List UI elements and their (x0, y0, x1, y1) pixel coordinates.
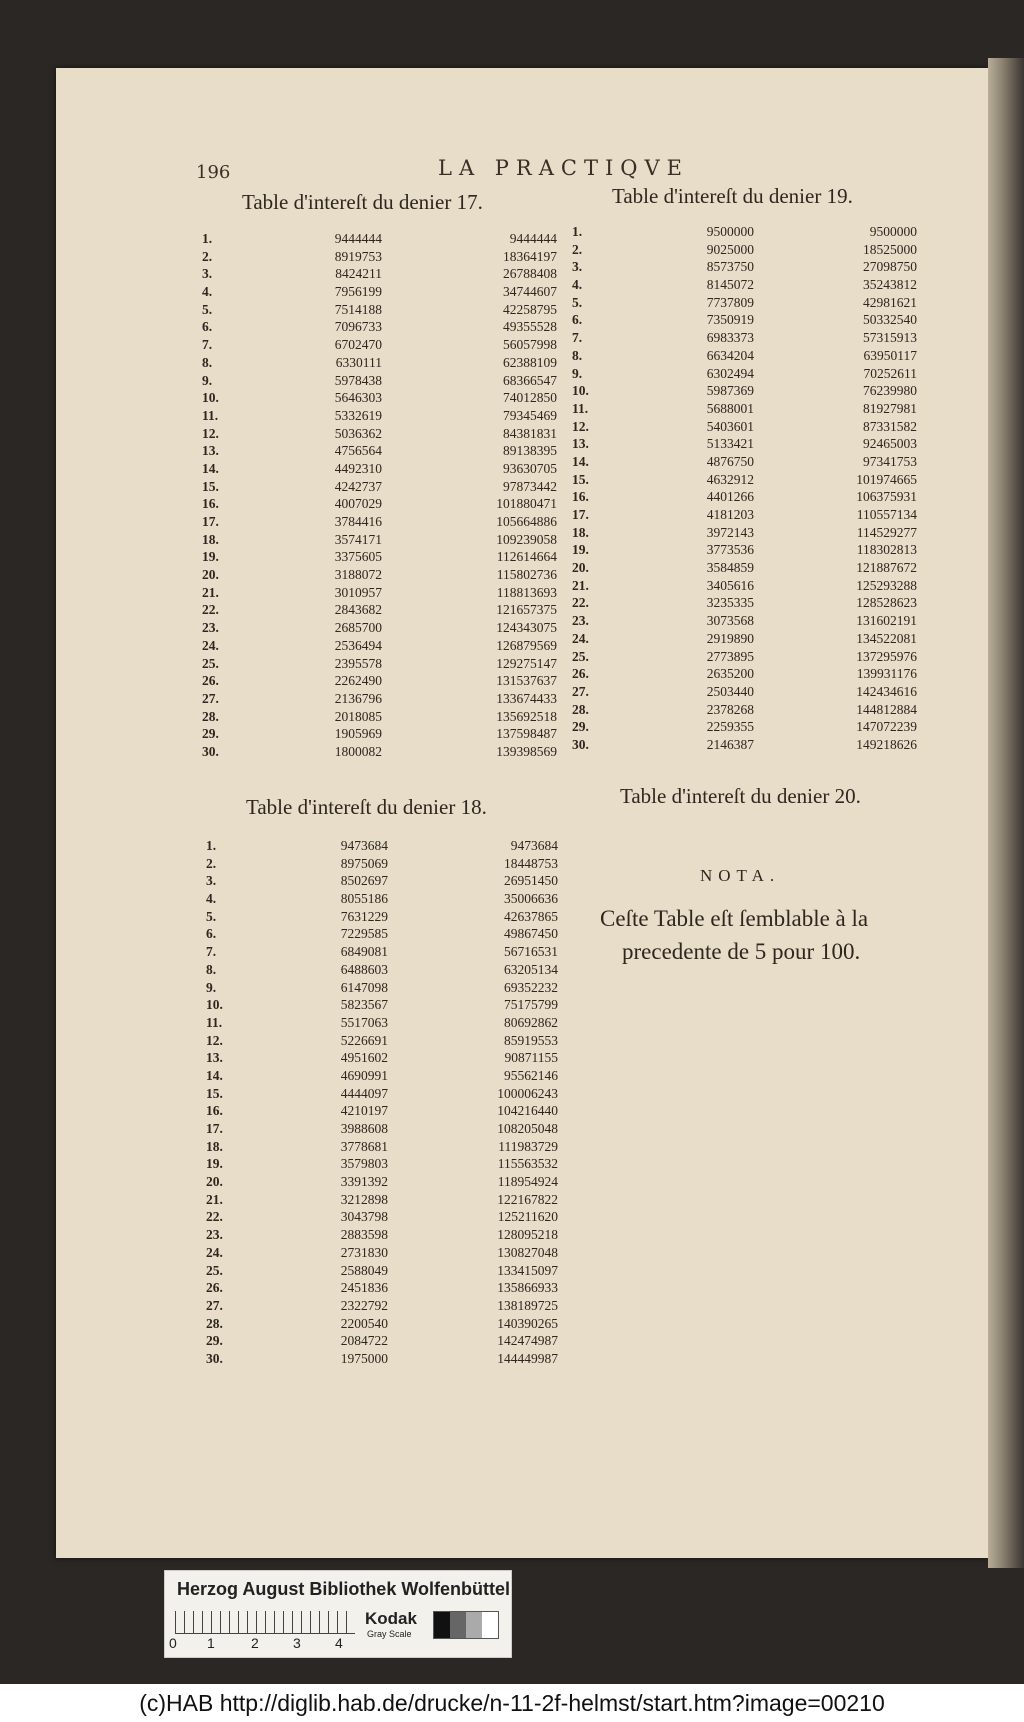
gray-swatches (433, 1611, 499, 1639)
annual-value: 5036362 (334, 425, 382, 441)
row-number: 15. (206, 1085, 223, 1101)
annual-value: 3778681 (340, 1138, 388, 1154)
row-number: 1. (202, 231, 213, 246)
annual-value: 1975000 (340, 1350, 388, 1366)
annual-value: 3988608 (340, 1121, 388, 1136)
cumulative-value: 18448753 (504, 855, 558, 871)
ruler-scale (169, 1635, 369, 1655)
annual-value: 2773895 (706, 648, 754, 664)
cumulative-value: 139398569 (496, 743, 557, 759)
cumulative-value: 135692518 (496, 708, 557, 724)
row-number: 8. (572, 347, 583, 363)
cumulative-value: 125293288 (856, 577, 917, 593)
cumulative-value: 118302813 (856, 542, 917, 558)
annual-value: 5332619 (334, 407, 382, 423)
annual-value: 2503440 (706, 683, 754, 699)
cumulative-value: 97873442 (503, 478, 557, 494)
annual-value: 2451836 (340, 1280, 388, 1296)
annual-value: 1905969 (334, 726, 382, 742)
annual-value: 4632912 (706, 471, 754, 487)
row-number: 10. (202, 390, 219, 406)
cumulative-value: 100006243 (497, 1085, 558, 1101)
cumulative-value: 69352232 (504, 979, 558, 995)
row-number: 6. (202, 319, 213, 335)
cumulative-value: 63950117 (863, 347, 917, 363)
cumulative-value: 84381831 (503, 425, 557, 441)
cumulative-value: 68366547 (503, 372, 557, 388)
row-number: 23. (572, 613, 589, 629)
row-number: 3. (202, 266, 213, 282)
annual-value: 9444444 (334, 231, 382, 246)
row-number: 11. (202, 407, 219, 423)
library-color-card (164, 1570, 512, 1658)
annual-value: 3043798 (340, 1209, 388, 1225)
row-number: 15. (572, 471, 589, 487)
annual-value: 5688001 (706, 400, 754, 416)
cumulative-value: 115802736 (496, 567, 557, 583)
cumulative-value: 140390265 (497, 1315, 558, 1331)
annual-value: 1800082 (334, 743, 382, 759)
row-number: 17. (202, 514, 219, 529)
row-number: 11. (572, 400, 589, 416)
annual-value: 6702470 (334, 337, 382, 353)
row-number: 24. (206, 1244, 223, 1260)
annual-value: 7350919 (706, 312, 754, 328)
cumulative-value: 35006636 (504, 891, 558, 907)
kodak-brand: Kodak (365, 1609, 417, 1628)
nota-line-1: Ceſte Table eſt ſemblable à la (600, 906, 869, 931)
cumulative-value: 133415097 (497, 1262, 558, 1278)
row-number: 29. (202, 726, 219, 742)
annual-value: 7737809 (706, 294, 754, 310)
cumulative-value: 142474987 (497, 1333, 558, 1349)
annual-value: 5987369 (706, 383, 754, 399)
annual-value: 3212898 (340, 1191, 388, 1207)
annual-value: 5403601 (706, 418, 754, 434)
nota-line-2: precedente de 5 pour 100. (622, 939, 861, 964)
row-number: 7. (202, 337, 213, 353)
row-number: 25. (206, 1262, 223, 1278)
cumulative-value: 101974665 (856, 471, 917, 487)
cumulative-value: 118813693 (496, 584, 557, 600)
annual-value: 4007029 (334, 496, 382, 512)
annual-value: 2018085 (334, 708, 382, 724)
cumulative-value: 95562146 (504, 1067, 558, 1083)
row-number: 16. (572, 489, 589, 505)
cumulative-value: 109239058 (496, 531, 557, 547)
cumulative-value: 81927981 (863, 400, 917, 416)
running-title: LA PRACTIQVE (438, 156, 689, 180)
row-number: 7. (572, 330, 583, 346)
copyright-footer: (c)HAB http://diglib.hab.de/drucke/n-11-2f-helmst/start.htm?image=00210 (0, 1684, 1024, 1722)
row-number: 28. (202, 708, 219, 724)
cumulative-value: 137598487 (496, 726, 557, 742)
annual-value: 4210197 (340, 1103, 388, 1119)
scale-1: 1 (207, 1635, 215, 1651)
row-number: 5. (202, 301, 213, 317)
row-number: 4. (572, 277, 583, 293)
nota-heading: NOTA. (700, 866, 781, 885)
row-number: 21. (206, 1191, 223, 1207)
row-number: 29. (572, 719, 589, 735)
row-number: 27. (206, 1297, 223, 1313)
row-number: 9. (202, 372, 213, 388)
cumulative-value: 9444444 (509, 231, 557, 246)
cumulative-value: 74012850 (503, 390, 557, 406)
cumulative-value: 105664886 (496, 514, 557, 529)
annual-value: 3579803 (340, 1156, 388, 1172)
row-number: 2. (572, 241, 583, 257)
cumulative-value: 101880471 (496, 496, 557, 512)
annual-value: 4444097 (340, 1085, 388, 1101)
table-title: Table d'intereſt du denier 18. (246, 795, 487, 819)
row-number: 10. (572, 383, 589, 399)
cumulative-value: 34744607 (503, 284, 557, 300)
annual-value: 8573750 (706, 259, 754, 275)
cumulative-value: 75175799 (504, 997, 558, 1013)
row-number: 3. (206, 873, 217, 889)
row-number: 23. (202, 620, 219, 636)
cumulative-value: 27098750 (863, 259, 917, 275)
cumulative-value: 115563532 (497, 1156, 558, 1172)
cumulative-value: 133674433 (496, 690, 557, 706)
row-number: 12. (572, 418, 589, 434)
row-number: 23. (206, 1227, 223, 1243)
cumulative-value: 135866933 (497, 1280, 558, 1296)
row-number: 25. (572, 648, 589, 664)
ruler (175, 1611, 355, 1634)
scale-2: 2 (251, 1635, 259, 1651)
row-number: 2. (202, 248, 213, 264)
cumulative-value: 85919553 (504, 1032, 558, 1048)
cumulative-value: 147072239 (856, 719, 917, 735)
row-number: 16. (206, 1103, 223, 1119)
annual-value: 3574171 (334, 531, 382, 547)
annual-value: 3784416 (334, 514, 382, 529)
cumulative-value: 50332540 (863, 312, 917, 328)
annual-value: 2200540 (340, 1315, 388, 1331)
table-title: Table d'intereſt du denier 17. (242, 190, 483, 214)
cumulative-value: 93630705 (503, 460, 557, 476)
cumulative-value: 57315913 (863, 330, 917, 346)
annual-value: 3188072 (334, 567, 382, 583)
annual-value: 8424211 (335, 266, 382, 282)
cumulative-value: 63205134 (504, 961, 558, 977)
annual-value: 4690991 (340, 1067, 388, 1083)
annual-value: 2635200 (706, 666, 754, 682)
annual-value: 7956199 (334, 284, 382, 300)
annual-value: 3972143 (706, 524, 754, 540)
cumulative-value: 104216440 (497, 1103, 558, 1119)
cumulative-value: 149218626 (856, 736, 917, 752)
annual-value: 2395578 (334, 655, 382, 671)
annual-value: 9500000 (706, 224, 754, 239)
row-number: 29. (206, 1333, 223, 1349)
row-number: 5. (206, 908, 217, 924)
row-number: 26. (206, 1280, 223, 1296)
cumulative-value: 9473684 (510, 838, 558, 853)
cumulative-value: 121657375 (496, 602, 557, 618)
annual-value: 4756564 (334, 443, 382, 459)
annual-value: 2919890 (706, 630, 754, 646)
cumulative-value: 118954924 (497, 1174, 558, 1190)
row-number: 14. (572, 453, 589, 469)
row-number: 25. (202, 655, 219, 671)
row-number: 27. (202, 690, 219, 706)
annual-value: 8055186 (340, 891, 388, 907)
cumulative-value: 18525000 (863, 241, 917, 257)
annual-value: 5517063 (340, 1014, 388, 1030)
annual-value: 3405616 (706, 577, 754, 593)
row-number: 22. (206, 1209, 223, 1225)
cumulative-value: 134522081 (856, 630, 917, 646)
row-number: 18. (572, 524, 589, 540)
row-number: 24. (202, 637, 219, 653)
cumulative-value: 130827048 (497, 1244, 558, 1260)
row-number: 30. (206, 1350, 223, 1366)
cumulative-value: 35243812 (863, 277, 917, 293)
cumulative-value: 126879569 (496, 637, 557, 653)
cumulative-value: 26951450 (504, 873, 558, 889)
annual-value: 6147098 (340, 979, 388, 995)
row-number: 4. (206, 891, 217, 907)
cumulative-value: 18364197 (503, 248, 557, 264)
cumulative-value: 106375931 (856, 489, 917, 505)
cumulative-value: 138189725 (497, 1297, 558, 1313)
annual-value: 2883598 (340, 1227, 388, 1243)
cumulative-value: 131602191 (856, 613, 917, 629)
annual-value: 8975069 (340, 855, 388, 871)
cumulative-value: 89138395 (503, 443, 557, 459)
annual-value: 7631229 (340, 908, 388, 924)
annual-value: 3375605 (334, 549, 382, 565)
cumulative-value: 114529277 (856, 524, 917, 540)
row-number: 1. (206, 838, 217, 853)
annual-value: 3073568 (706, 613, 754, 629)
annual-value: 2136796 (334, 690, 382, 706)
annual-value: 2378268 (706, 701, 754, 717)
gray-scale-label: Gray Scale (367, 1629, 412, 1639)
annual-value: 4401266 (706, 489, 754, 505)
cumulative-value: 79345469 (503, 407, 557, 423)
annual-value: 4876750 (706, 453, 754, 469)
row-number: 9. (206, 979, 217, 995)
row-number: 21. (572, 577, 589, 593)
cumulative-value: 49867450 (504, 926, 558, 942)
annual-value: 6330111 (335, 354, 382, 370)
cumulative-value: 62388109 (503, 354, 557, 370)
annual-value: 5133421 (706, 436, 754, 452)
cumulative-value: 42637865 (504, 908, 558, 924)
row-number: 22. (202, 602, 219, 618)
row-number: 13. (202, 443, 219, 459)
annual-value: 4492310 (334, 460, 382, 476)
annual-value: 2588049 (340, 1262, 388, 1278)
cumulative-value: 90871155 (504, 1050, 558, 1066)
cumulative-value: 129275147 (496, 655, 557, 671)
table-title: Table d'intereſt du denier 19. (612, 184, 853, 208)
cumulative-value: 49355528 (503, 319, 557, 335)
cumulative-value: 128095218 (497, 1227, 558, 1243)
annual-value: 8145072 (706, 277, 754, 293)
cumulative-value: 131537637 (496, 673, 557, 689)
annual-value: 7514188 (334, 301, 382, 317)
annual-value: 7096733 (334, 319, 382, 335)
row-number: 28. (206, 1315, 223, 1331)
cumulative-value: 111983729 (498, 1138, 558, 1154)
row-number: 14. (206, 1067, 223, 1083)
row-number: 15. (202, 478, 219, 494)
cumulative-value: 112614664 (496, 549, 557, 565)
cumulative-value: 122167822 (497, 1191, 558, 1207)
row-number: 22. (572, 595, 589, 611)
cumulative-value: 9500000 (869, 224, 917, 239)
cumulative-value: 80692862 (504, 1014, 558, 1030)
row-number: 7. (206, 944, 217, 960)
row-number: 2. (206, 855, 217, 871)
table-denier-20-title: Table d'intereſt du denier 20. (620, 784, 861, 808)
cumulative-value: 144812884 (856, 701, 917, 717)
cumulative-value: 97341753 (863, 453, 917, 469)
annual-value: 3773536 (706, 542, 754, 558)
row-number: 27. (572, 683, 589, 699)
row-number: 14. (202, 460, 219, 476)
row-number: 13. (206, 1050, 223, 1066)
cumulative-value: 42981621 (863, 294, 917, 310)
row-number: 19. (202, 549, 219, 565)
cumulative-value: 137295976 (856, 648, 917, 664)
row-number: 4. (202, 284, 213, 300)
row-number: 17. (572, 507, 589, 522)
annual-value: 2536494 (334, 637, 382, 653)
row-number: 8. (202, 354, 213, 370)
row-number: 21. (202, 584, 219, 600)
cumulative-value: 125211620 (497, 1209, 558, 1225)
cumulative-value: 124343075 (496, 620, 557, 636)
cumulative-value: 87331582 (863, 418, 917, 434)
row-number: 6. (572, 312, 583, 328)
row-number: 19. (206, 1156, 223, 1172)
cumulative-value: 76239980 (863, 383, 917, 399)
row-number: 26. (202, 673, 219, 689)
annual-value: 2259355 (706, 719, 754, 735)
annual-value: 2262490 (334, 673, 382, 689)
cumulative-value: 110557134 (856, 507, 917, 522)
row-number: 12. (202, 425, 219, 441)
annual-value: 6983373 (706, 330, 754, 346)
annual-value: 6634204 (706, 347, 754, 363)
annual-value: 2843682 (334, 602, 382, 618)
cumulative-value: 56057998 (503, 337, 557, 353)
annual-value: 6302494 (706, 365, 754, 381)
page-edge (988, 58, 1024, 1568)
nota-text (600, 902, 920, 968)
row-number: 30. (202, 743, 219, 759)
row-number: 24. (572, 630, 589, 646)
row-number: 20. (572, 560, 589, 576)
annual-value: 8502697 (340, 873, 388, 889)
annual-value: 8919753 (334, 248, 382, 264)
page-number: 196 (196, 162, 231, 183)
row-number: 12. (206, 1032, 223, 1048)
row-number: 26. (572, 666, 589, 682)
cumulative-value: 139931176 (856, 666, 917, 682)
row-number: 17. (206, 1121, 223, 1136)
row-number: 3. (572, 259, 583, 275)
annual-value: 3391392 (340, 1174, 388, 1190)
cumulative-value: 121887672 (856, 560, 917, 576)
annual-value: 3584859 (706, 560, 754, 576)
row-number: 19. (572, 542, 589, 558)
row-number: 18. (202, 531, 219, 547)
row-number: 28. (572, 701, 589, 717)
cumulative-value: 144449987 (497, 1350, 558, 1366)
row-number: 9. (572, 365, 583, 381)
row-number: 16. (202, 496, 219, 512)
scale-3: 3 (293, 1635, 301, 1651)
cumulative-value: 108205048 (497, 1121, 558, 1136)
row-number: 20. (202, 567, 219, 583)
annual-value: 2084722 (340, 1333, 388, 1349)
cumulative-value: 128528623 (856, 595, 917, 611)
row-number: 8. (206, 961, 217, 977)
annual-value: 3010957 (334, 584, 382, 600)
row-number: 13. (572, 436, 589, 452)
annual-value: 4181203 (706, 507, 754, 522)
annual-value: 3235335 (706, 595, 754, 611)
cumulative-value: 70252611 (863, 365, 917, 381)
annual-value: 9473684 (340, 838, 388, 853)
row-number: 6. (206, 926, 217, 942)
annual-value: 4242737 (334, 478, 382, 494)
row-number: 11. (206, 1014, 223, 1030)
row-number: 18. (206, 1138, 223, 1154)
row-number: 5. (572, 294, 583, 310)
annual-value: 2685700 (334, 620, 382, 636)
row-number: 1. (572, 224, 583, 239)
annual-value: 5978438 (334, 372, 382, 388)
library-name: Herzog August Bibliothek Wolfenbüttel (177, 1579, 510, 1599)
row-number: 20. (206, 1174, 223, 1190)
annual-value: 5823567 (340, 997, 388, 1013)
cumulative-value: 42258795 (503, 301, 557, 317)
annual-value: 6488603 (340, 961, 388, 977)
cumulative-value: 26788408 (503, 266, 557, 282)
annual-value: 5226691 (340, 1032, 388, 1048)
annual-value: 9025000 (706, 241, 754, 257)
row-number: 10. (206, 997, 223, 1013)
annual-value: 2322792 (340, 1297, 388, 1313)
annual-value: 2146387 (706, 736, 754, 752)
scale-0: 0 (169, 1635, 177, 1651)
annual-value: 7229585 (340, 926, 388, 942)
annual-value: 2731830 (340, 1244, 388, 1260)
cumulative-value: 92465003 (863, 436, 917, 452)
cumulative-value: 142434616 (856, 683, 917, 699)
row-number: 30. (572, 736, 589, 752)
annual-value: 6849081 (340, 944, 388, 960)
scale-4: 4 (335, 1635, 343, 1651)
annual-value: 4951602 (340, 1050, 388, 1066)
cumulative-value: 56716531 (504, 944, 558, 960)
annual-value: 5646303 (334, 390, 382, 406)
